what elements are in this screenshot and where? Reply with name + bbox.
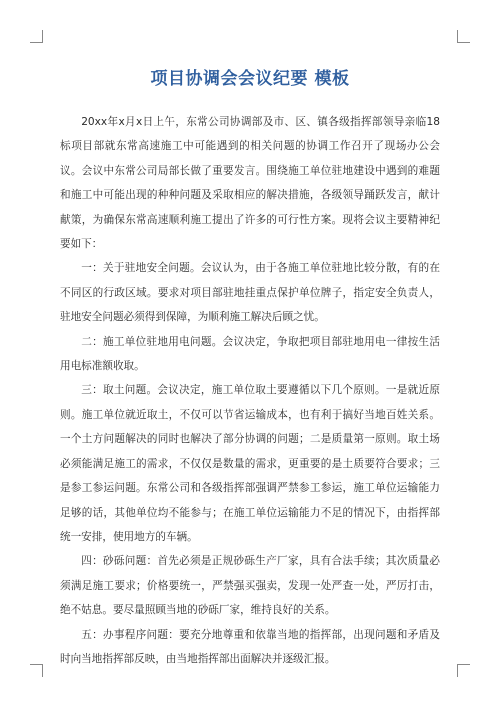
document-title: 项目协调会会议纪要 模板 [150, 69, 350, 89]
paragraph-item-1-site-safety: 一：关于驻地安全问题。会议认为，由于各施工单位驻地比较分散，有的在不同区的行政区域。要求对项目部驻地挂重点保护单位牌子，指定安全负责人，驻地安全问题必须得到保障，为顺利施工解决后顾之忧。 [60, 262, 440, 324]
paragraph-item-3-soil: 三：取土问题。会议决定，施工单位取土要遵循以下几个原则。一是就近原则。施工单位就近取土，不仅可以节省运输成本，也有利于搞好当地百姓关系。一个土方问题解决的同时也解决了部分协调的问题；二是质量第一原则。取土场必须能满足施工的需求，不仅仅是数量的需求，更重要的是土质要符合要求；三是参工参运问题。东常公司和各级指挥部强调严禁参工参运，施工单位运输能力足够的话，其他单位均不能参与；在施工单位运输能力不足的情况下，由指挥部统一安排，使用地方的车辆。 [60, 384, 440, 543]
page-corner-mark-bottom-right [457, 664, 470, 677]
page-corner-mark-bottom-left [30, 664, 43, 677]
paragraph-intro: 20xx年x月x日上午，东常公司协调部及市、区、镇各级指挥部领导亲临18标项目部就东常高速施工中可能遇到的相关问题的协调工作召开了现场办公会议。会议中东常公司局部长做了重要发言。围绕施工单位驻地建设中遇到的难题和施工中可能出现的种种问题及采取相应的解决措施，各级领导踊跃发言，献计献策，为确保东常高速顺利施工提出了许多的可行性方案。现将会议主要精神纪要如下： [60, 116, 440, 251]
document-body [60, 110, 440, 671]
paragraph-item-5-procedure: 五：办事程序问题：要充分地尊重和依靠当地的指挥部，出现问题和矛盾及时向当地指挥部反映，由当地指挥部出面解决并逐级汇报。 [60, 628, 440, 665]
page-corner-mark-top-right [457, 30, 470, 43]
paragraph-item-2-electricity: 二：施工单位驻地用电问题。会议决定，争取把项目部驻地用电一律按生活用电标准额收取。 [60, 335, 440, 373]
paragraph-item-4-gravel: 四：砂砾问题：首先必须是正规砂砾生产厂家，具有合法手续；其次质量必须满足施工要求；价格要统一，严禁强买强卖，发现一处严查一处，严厉打击，绝不姑息。要尽量照顾当地的砂砾厂家，维持良好的关系。 [60, 555, 440, 617]
page-corner-mark-top-left [30, 30, 43, 43]
